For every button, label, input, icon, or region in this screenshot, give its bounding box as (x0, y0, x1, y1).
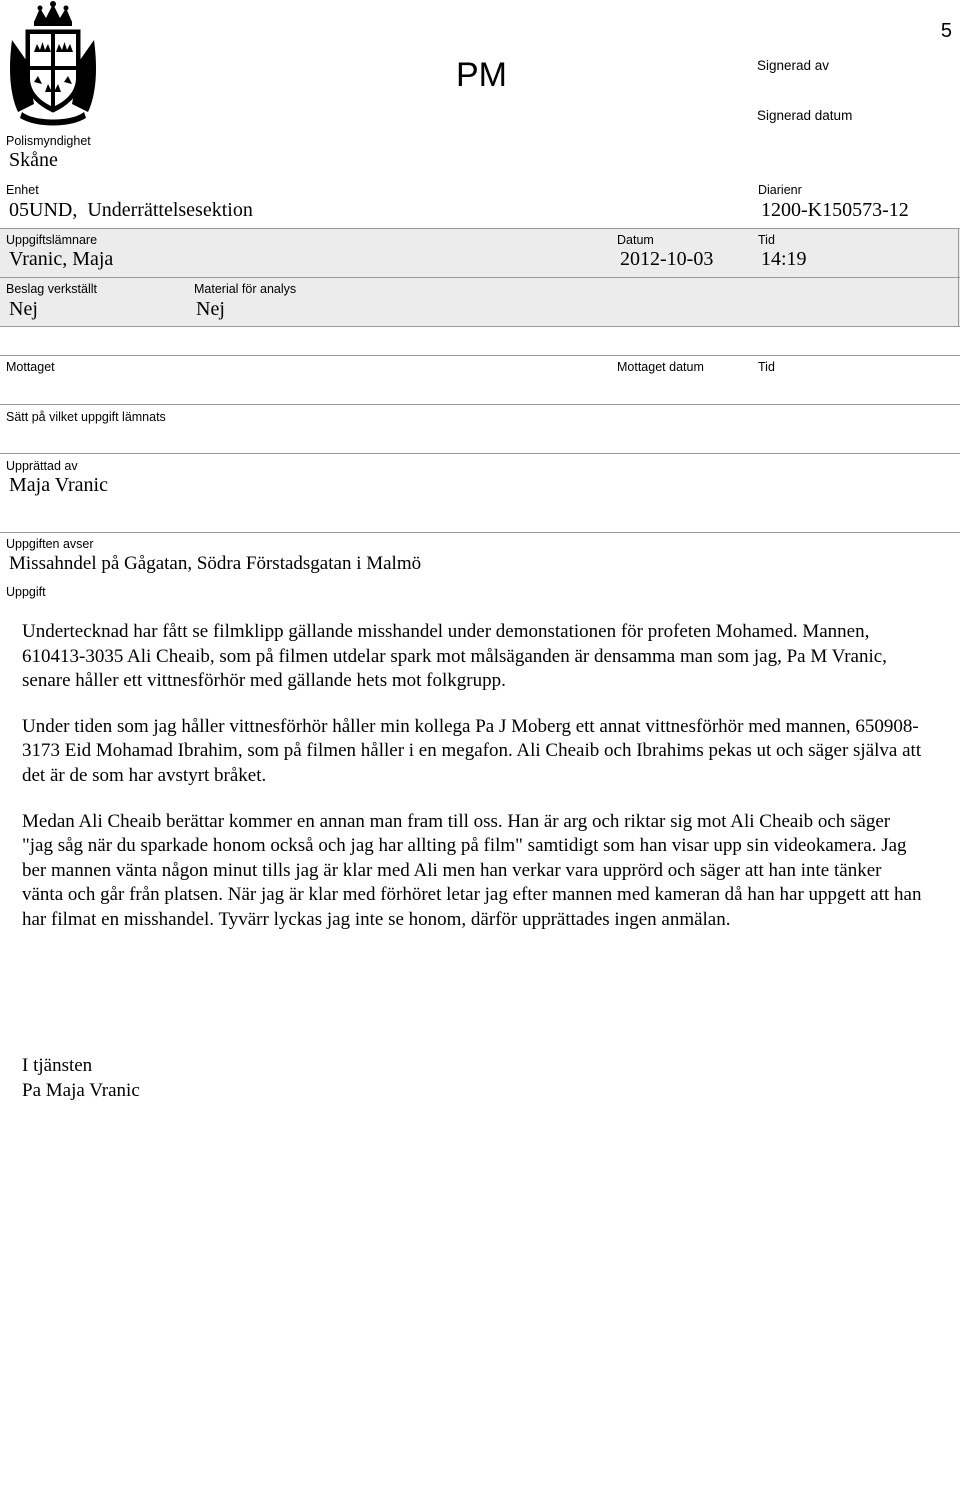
signed-by-label: Signerad av (757, 58, 830, 73)
report-body (22, 620, 922, 954)
time-label: Tid (758, 233, 775, 247)
diarienr-label: Diarienr (758, 183, 802, 197)
signoff (22, 1053, 140, 1103)
created-by-label: Upprättad av (6, 459, 78, 473)
info-block-bottom-border (0, 326, 960, 327)
received-label: Mottaget (6, 360, 55, 374)
subject-value: Missahndel på Gågatan, Södra Förstadsgatan i Malmö (9, 553, 422, 574)
received-time-label: Tid (758, 360, 775, 374)
signoff-line-1: I tjänsten (22, 1055, 93, 1076)
seizure-label: Beslag verkställt (6, 282, 98, 296)
info-block-right-border (958, 228, 959, 326)
unit-label: Enhet (6, 183, 39, 197)
date-value: 2012-10-03 (620, 248, 714, 270)
signoff-line-2: Pa Maja Vranic (22, 1080, 140, 1101)
document-type: PM (456, 56, 507, 94)
method-label: Sätt på vilket uppgift lämnats (6, 410, 166, 424)
diarienr-value: 1200-K150573-12 (761, 199, 909, 221)
material-label: Material för analys (194, 282, 297, 296)
signed-date-label: Signerad datum (757, 108, 853, 123)
info-block-top-border (0, 228, 960, 229)
informant-label: Uppgiftslämnare (6, 233, 98, 247)
coat-of-arms-logo (4, 0, 102, 126)
received-top-border (0, 355, 960, 356)
seizure-value: Nej (9, 298, 38, 320)
informant-value: Vranic, Maja (9, 248, 114, 270)
received-date-label: Mottaget datum (617, 360, 704, 374)
time-value: 14:19 (761, 248, 807, 270)
report-paragraph: Undertecknad har fått se filmklipp gällande misshandel under demonstationen för profeten Mohamed. Mannen, 610413-3035 Ali Cheaib, som på filmen utdelar spark mot målsäganden är densamma man som jag, Pa M Vranic, senare håller ett vittnesförhör med gällande hets mot folkgrupp. (22, 621, 887, 692)
report-paragraph: Under tiden som jag håller vittnesförhör håller min kollega Pa J Moberg ett annat vittnesförhör med mannen, 650908-3173 Eid Mohamad Ibrahim, som på filmen håller i en megafon. Ali Cheaib och Ibrahims pekas ut och säger själva att det är de som har avstyrt bråket. (22, 715, 922, 786)
unit-value: 05UND, Underrättelsesektion (9, 199, 253, 221)
authority-label: Polismyndighet (6, 134, 91, 148)
created-top-border (0, 453, 960, 454)
report-paragraph: Medan Ali Cheaib berättar kommer en annan man fram till oss. Han är arg och riktar sig mot Ali Cheaib och säger "jag såg när du sparkade honom också och jag har allting på film" samtidigt som han visar upp sin videokamera. Jag ber mannen vänta någon minut tills jag är klar med Ali men han verkar vara upprörd och säger att han inte tänker vänta och går från platsen. När jag är klar med förhöret letar jag efter mannen med kameran då han har uppgett att han har filmat en misshandel. Tyvärr lyckas jag inte se honom, därför upprättades ingen anmälan. (22, 810, 922, 930)
info-block-mid-border (0, 277, 960, 278)
page-number: 5 (940, 20, 952, 42)
subject-label: Uppgiften avser (6, 537, 94, 551)
date-label: Datum (617, 233, 654, 247)
method-top-border (0, 404, 960, 405)
created-by-value: Maja Vranic (9, 474, 108, 496)
authority-value: Skåne (9, 149, 58, 171)
task-label: Uppgift (6, 585, 46, 599)
subject-top-border (0, 532, 960, 533)
material-value: Nej (196, 298, 225, 320)
